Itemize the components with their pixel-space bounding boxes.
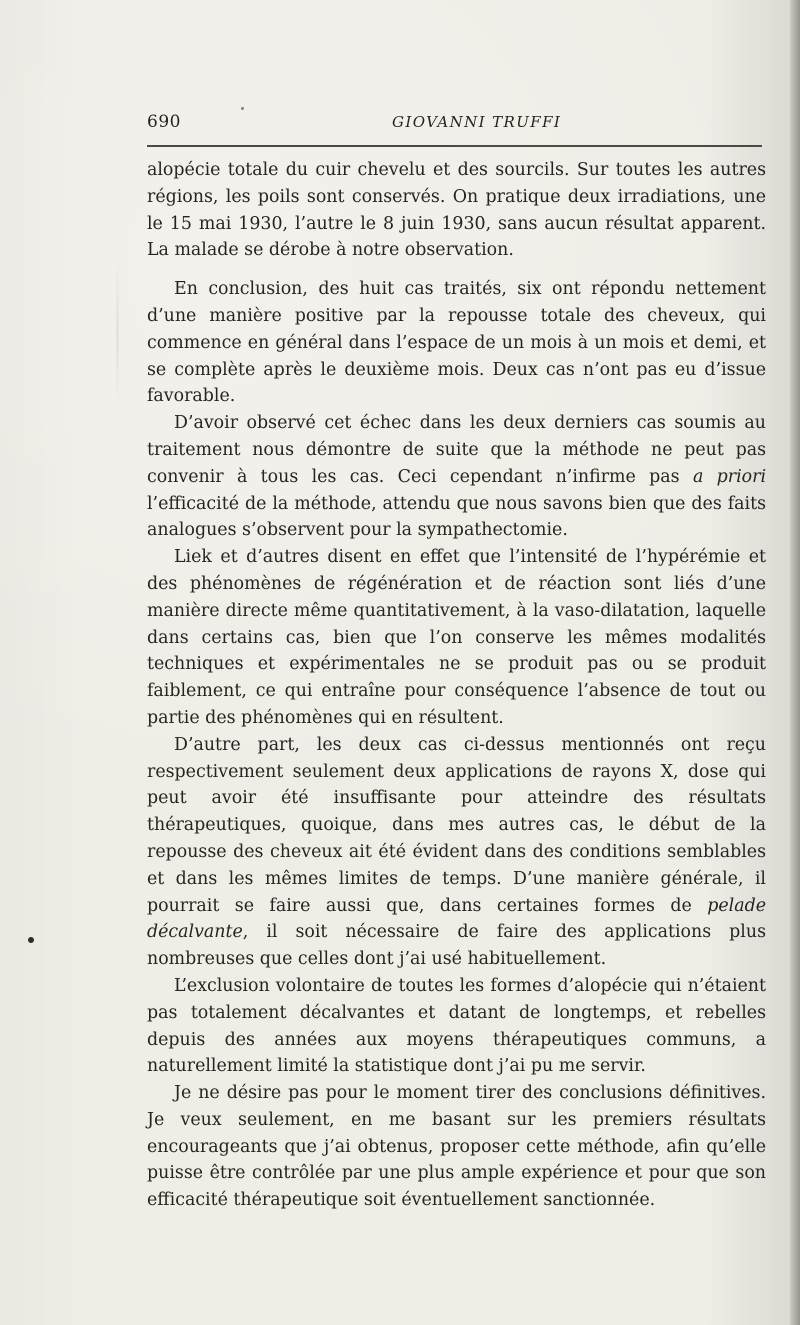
header-rule bbox=[147, 145, 762, 147]
page-header bbox=[147, 112, 762, 136]
article-body bbox=[147, 157, 767, 1211]
running-head: GIOVANNI TRUFFI bbox=[392, 113, 562, 131]
italic-phrase: pelade décalvante bbox=[147, 895, 766, 943]
ink-speck bbox=[28, 937, 34, 943]
page-number: 690 bbox=[147, 112, 181, 132]
paragraph: L’exclusion volontaire de toutes les formes d’alopécie qui n’étaient pas totalement décalvantes et datant de longtemps, et rebelles depuis des années aux moyens thérapeutiques communs, a naturellement limité la statistique dont j’ai pu me servir. bbox=[147, 975, 766, 1077]
paragraph-text: l’efficacité de la méthode, attendu que nous savons bien que des faits analogues s’observent pour la sympathectomie. bbox=[147, 493, 766, 541]
paragraph-text: , il soit nécessaire de faire des applications plus nombreuses que celles dont j’ai usé habituellement. bbox=[147, 922, 766, 970]
paragraph bbox=[147, 410, 766, 544]
paragraph: Je ne désire pas pour le moment tirer des conclusions définitives. Je veux seulement, en me basant sur les premiers résultats encourageants que j’ai obtenus, proposer cette méthode, afin qu’elle puisse être contrôlée par une plus ample expérience et pour que son efficacité thérapeutique soit éventuellement sanctionnée. bbox=[147, 1083, 766, 1211]
ink-speck bbox=[241, 107, 244, 110]
paragraph: alopécie totale du cuir chevelu et des sourcils. Sur toutes les autres régions, les poils sont conservés. On pratique deux irradiations, une le 15 mai 1930, l’autre le 8 juin 1930, sans aucun résultat apparent. La malade se dérobe à notre observation. bbox=[147, 160, 766, 261]
paragraph-text: D’autre part, les deux cas ci-dessus mentionnés ont reçu respectivement seulement deux applications de rayons X, dose qui peut avoir été insuffisante pour atteindre des résultats thérapeutiques, quoique, dans mes autres cas, le début de la repousse des cheveux ait été évident dans des conditions semblables et dans les mêmes limites de temps. D’une manière générale, il pourrait se faire aussi que, dans certaines formes de bbox=[147, 734, 766, 916]
paragraph bbox=[147, 732, 766, 973]
italic-phrase: a priori bbox=[692, 466, 767, 487]
paragraph: Liek et d’autres disent en effet que l’intensité de l’hypérémie et des phénomènes de régénération et de réaction sont liés d’une manière directe même quantitativement, à la vaso-dilatation, laquelle dans certains cas, bien que l’on conserve les mêmes modalités techniques et expérimentales ne se produit pas ou se produit faiblement, ce qui entraîne pour conséquence l’absence de tout ou partie des phénomènes qui en résultent. bbox=[147, 547, 766, 728]
page-edge-shadow bbox=[790, 0, 800, 1325]
paragraph-text: D’avoir observé cet échec dans les deux derniers cas soumis au traitement nous démontre de suite que la méthode ne peut pas convenir à tous les cas. Ceci cependant n’infirme pas bbox=[147, 413, 766, 487]
margin-shadow bbox=[116, 258, 119, 408]
paragraph: En conclusion, des huit cas traités, six ont répondu nettement d’une manière positive par la repousse totale des cheveux, qui commence en général dans l’espace de un mois à un mois et demi, et se complète après le deuxième mois. Deux cas n’ont pas eu d’issue favorable. bbox=[147, 279, 766, 407]
